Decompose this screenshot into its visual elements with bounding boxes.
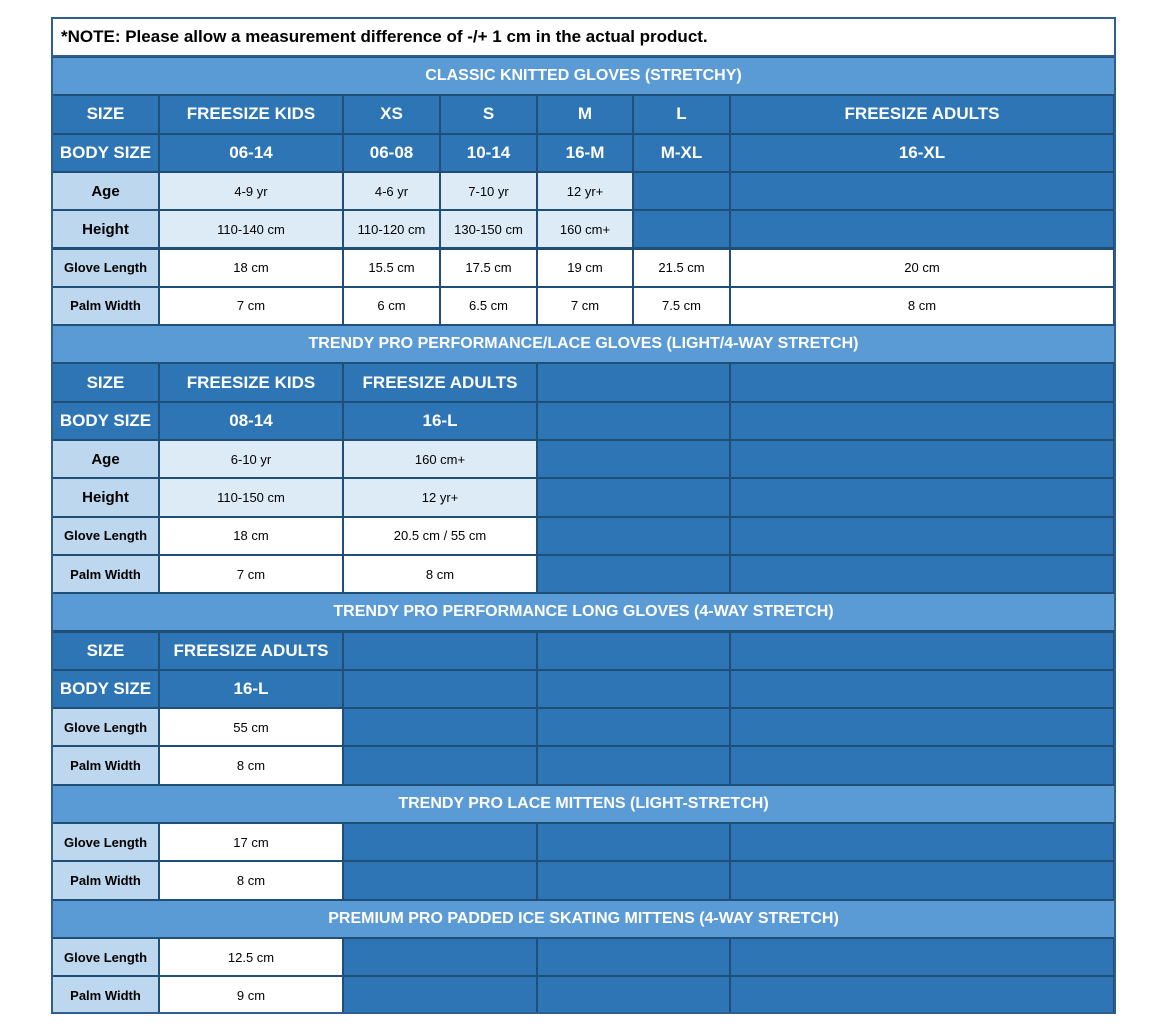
value-cell: 16-L <box>160 671 342 707</box>
table-row <box>53 824 1114 860</box>
value-cell: 4-9 yr <box>160 173 342 209</box>
value-cell: 6.5 cm <box>441 288 536 324</box>
table-row <box>53 518 1114 554</box>
value-cell: FREESIZE ADULTS <box>731 96 1113 132</box>
size-chart <box>51 17 1116 1014</box>
empty-cell <box>538 747 729 783</box>
value-cell: 08-14 <box>160 403 342 439</box>
section-title: CLASSIC KNITTED GLOVES (STRETCHY) <box>53 58 1114 94</box>
value-cell: 7-10 yr <box>441 173 536 209</box>
value-cell: 18 cm <box>160 518 342 554</box>
value-cell: 10-14 <box>441 135 536 171</box>
empty-cell <box>538 671 729 707</box>
table-row <box>53 939 1114 975</box>
table-row <box>53 211 1114 247</box>
table-row <box>53 556 1114 592</box>
value-cell: 110-120 cm <box>344 211 439 247</box>
value-cell: 4-6 yr <box>344 173 439 209</box>
empty-cell <box>538 824 729 860</box>
value-cell: FREESIZE ADULTS <box>344 364 536 400</box>
empty-cell <box>731 671 1113 707</box>
table-row <box>53 135 1114 171</box>
section-title: PREMIUM PRO PADDED ICE SKATING MITTENS (4-WAY STRETCH) <box>53 901 1114 937</box>
empty-cell <box>731 633 1113 669</box>
value-cell: 55 cm <box>160 709 342 745</box>
empty-cell <box>344 862 536 898</box>
empty-cell <box>344 671 536 707</box>
value-cell: XS <box>344 96 439 132</box>
row-label-palm-width: Palm Width <box>53 556 158 592</box>
table-row <box>53 288 1114 324</box>
table-row <box>53 173 1114 209</box>
value-cell: M <box>538 96 632 132</box>
value-cell: 15.5 cm <box>344 250 439 286</box>
empty-cell <box>344 747 536 783</box>
row-label-body-size: BODY SIZE <box>53 403 158 439</box>
empty-cell <box>731 824 1113 860</box>
value-cell: FREESIZE KIDS <box>160 96 342 132</box>
empty-cell <box>538 364 729 400</box>
empty-cell <box>731 479 1113 515</box>
empty-cell <box>731 862 1113 898</box>
empty-cell <box>731 364 1113 400</box>
value-cell: 19 cm <box>538 250 632 286</box>
empty-cell <box>344 939 536 975</box>
empty-cell <box>538 862 729 898</box>
row-label-glove-length: Glove Length <box>53 939 158 975</box>
empty-cell <box>344 633 536 669</box>
value-cell: 7 cm <box>538 288 632 324</box>
value-cell: 110-150 cm <box>160 479 342 515</box>
value-cell: S <box>441 96 536 132</box>
empty-cell <box>538 977 729 1013</box>
row-label-size: SIZE <box>53 96 158 132</box>
value-cell: L <box>634 96 729 132</box>
empty-cell <box>344 709 536 745</box>
row-label-glove-length: Glove Length <box>53 250 158 286</box>
empty-cell <box>538 709 729 745</box>
row-label-palm-width: Palm Width <box>53 288 158 324</box>
value-cell: 8 cm <box>160 747 342 783</box>
measurement-note: *NOTE: Please allow a measurement difference of -/+ 1 cm in the actual product. <box>53 19 1114 57</box>
value-cell: 18 cm <box>160 250 342 286</box>
row-label-age: Age <box>53 173 158 209</box>
value-cell: 16-XL <box>731 135 1113 171</box>
table-row <box>53 479 1114 515</box>
table-row <box>53 403 1114 439</box>
row-label-height: Height <box>53 479 158 515</box>
row-label-size: SIZE <box>53 364 158 400</box>
empty-cell <box>538 479 729 515</box>
value-cell: 130-150 cm <box>441 211 536 247</box>
row-label-palm-width: Palm Width <box>53 862 158 898</box>
table-row <box>53 977 1114 1013</box>
value-cell: 21.5 cm <box>634 250 729 286</box>
table-row <box>53 862 1114 898</box>
empty-cell <box>731 173 1113 209</box>
value-cell: 17 cm <box>160 824 342 860</box>
empty-cell <box>731 211 1113 247</box>
table-row <box>53 441 1114 477</box>
table-row <box>53 250 1114 286</box>
empty-cell <box>538 556 729 592</box>
value-cell: M-XL <box>634 135 729 171</box>
row-label-age: Age <box>53 441 158 477</box>
empty-cell <box>538 518 729 554</box>
value-cell: 7.5 cm <box>634 288 729 324</box>
section-title-row <box>53 901 1114 937</box>
value-cell: 12.5 cm <box>160 939 342 975</box>
value-cell: 06-08 <box>344 135 439 171</box>
table-row <box>53 671 1114 707</box>
value-cell: 160 cm+ <box>538 211 632 247</box>
value-cell: FREESIZE ADULTS <box>160 633 342 669</box>
value-cell: 9 cm <box>160 977 342 1013</box>
value-cell: 160 cm+ <box>344 441 536 477</box>
section-title-row <box>53 786 1114 822</box>
value-cell: 20.5 cm / 55 cm <box>344 518 536 554</box>
section-title-row <box>53 594 1114 630</box>
value-cell: 110-140 cm <box>160 211 342 247</box>
empty-cell <box>538 441 729 477</box>
row-label-glove-length: Glove Length <box>53 518 158 554</box>
value-cell: FREESIZE KIDS <box>160 364 342 400</box>
value-cell: 7 cm <box>160 288 342 324</box>
value-cell: 12 yr+ <box>538 173 632 209</box>
row-label-palm-width: Palm Width <box>53 747 158 783</box>
empty-cell <box>538 403 729 439</box>
row-label-height: Height <box>53 211 158 247</box>
empty-cell <box>538 939 729 975</box>
value-cell: 8 cm <box>731 288 1113 324</box>
value-cell: 8 cm <box>344 556 536 592</box>
value-cell: 6 cm <box>344 288 439 324</box>
empty-cell <box>731 441 1113 477</box>
table-row <box>53 96 1114 132</box>
section-title: TRENDY PRO PERFORMANCE LONG GLOVES (4-WAY STRETCH) <box>53 594 1114 630</box>
value-cell: 20 cm <box>731 250 1113 286</box>
row-label-body-size: BODY SIZE <box>53 671 158 707</box>
row-label-body-size: BODY SIZE <box>53 135 158 171</box>
row-label-glove-length: Glove Length <box>53 824 158 860</box>
section-title-row <box>53 326 1114 362</box>
table-row <box>53 364 1114 400</box>
empty-cell <box>731 977 1113 1013</box>
row-label-glove-length: Glove Length <box>53 709 158 745</box>
empty-cell <box>634 211 729 247</box>
table-row <box>53 709 1114 745</box>
empty-cell <box>344 824 536 860</box>
value-cell: 7 cm <box>160 556 342 592</box>
section-title: TRENDY PRO LACE MITTENS (LIGHT-STRETCH) <box>53 786 1114 822</box>
empty-cell <box>731 939 1113 975</box>
value-cell: 8 cm <box>160 862 342 898</box>
value-cell: 06-14 <box>160 135 342 171</box>
empty-cell <box>634 173 729 209</box>
value-cell: 6-10 yr <box>160 441 342 477</box>
section-title: TRENDY PRO PERFORMANCE/LACE GLOVES (LIGHT/4-WAY STRETCH) <box>53 326 1114 362</box>
empty-cell <box>731 518 1113 554</box>
row-label-palm-width: Palm Width <box>53 977 158 1013</box>
empty-cell <box>344 977 536 1013</box>
table-row <box>53 747 1114 783</box>
value-cell: 17.5 cm <box>441 250 536 286</box>
value-cell: 16-M <box>538 135 632 171</box>
row-label-size: SIZE <box>53 633 158 669</box>
section-title-row <box>53 58 1114 94</box>
empty-cell <box>731 709 1113 745</box>
empty-cell <box>731 556 1113 592</box>
table-row <box>53 633 1114 669</box>
empty-cell <box>731 747 1113 783</box>
value-cell: 16-L <box>344 403 536 439</box>
size-grid <box>53 57 1114 1012</box>
value-cell: 12 yr+ <box>344 479 536 515</box>
empty-cell <box>731 403 1113 439</box>
empty-cell <box>538 633 729 669</box>
